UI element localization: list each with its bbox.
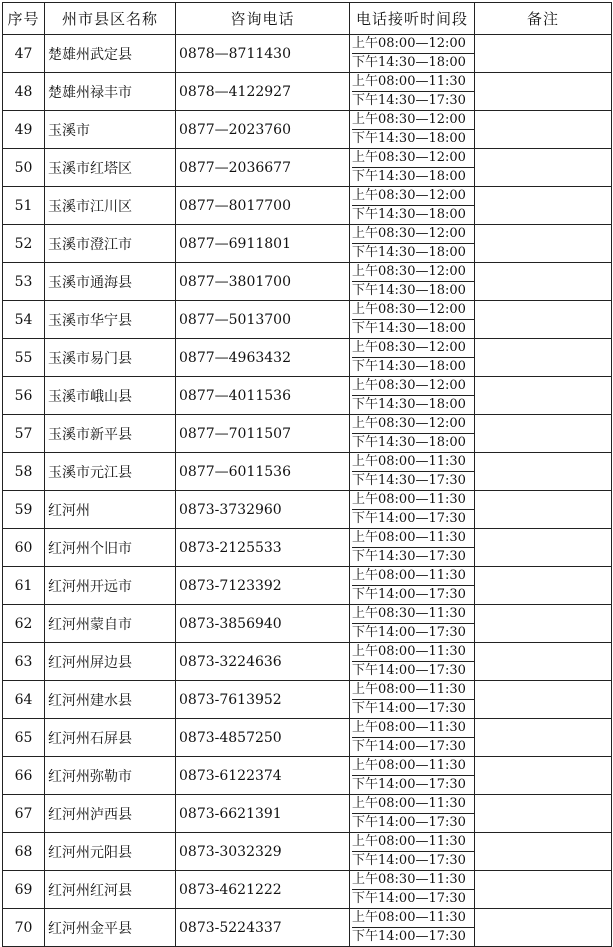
table-row (3, 719, 612, 757)
row-notes (475, 339, 612, 377)
row-index: 65 (3, 719, 45, 757)
row-hours-pm: 下午14:00—17:30 (352, 509, 474, 528)
row-notes (475, 491, 612, 529)
row-hours (350, 111, 475, 149)
table-row (3, 187, 612, 225)
row-hours-am: 上午08:30—12:00 (352, 378, 466, 393)
row-phone: 0877—2023760 (176, 111, 350, 149)
row-region: 红河州建水县 (45, 681, 176, 719)
row-hours-pm: 下午14:30—18:00 (352, 243, 474, 262)
header-hours: 电话接听时间段 (350, 3, 475, 35)
row-hours-pm: 下午14:30—17:30 (352, 547, 474, 566)
row-hours-pm: 下午14:30—18:00 (352, 129, 474, 148)
row-hours-pm: 下午14:00—17:30 (352, 623, 474, 642)
row-hours-pm: 下午14:00—17:30 (352, 889, 474, 908)
table-row (3, 757, 612, 795)
row-notes (475, 35, 612, 73)
row-phone: 0873-4621222 (176, 871, 350, 909)
row-hours-am: 上午08:00—11:30 (352, 454, 466, 469)
row-notes (475, 681, 612, 719)
row-phone: 0878—8711430 (176, 35, 350, 73)
row-hours-am: 上午08:30—12:00 (352, 264, 466, 279)
row-hours (350, 795, 475, 833)
row-region: 红河州弥勒市 (45, 757, 176, 795)
row-phone: 0873-6122374 (176, 757, 350, 795)
table-row (3, 111, 612, 149)
table-row (3, 909, 612, 947)
row-notes (475, 757, 612, 795)
row-notes (475, 187, 612, 225)
table-row (3, 35, 612, 73)
row-hours-am: 上午08:30—12:00 (352, 302, 466, 317)
row-notes (475, 225, 612, 263)
row-hours-pm: 下午14:30—17:30 (352, 91, 474, 110)
row-phone: 0873-4857250 (176, 719, 350, 757)
row-phone: 0873-5224337 (176, 909, 350, 947)
row-notes (475, 301, 612, 339)
row-notes (475, 529, 612, 567)
row-hours-am: 上午08:00—11:30 (352, 492, 466, 507)
row-notes (475, 833, 612, 871)
table-body (3, 35, 612, 947)
row-index: 54 (3, 301, 45, 339)
row-hours (350, 377, 475, 415)
row-region: 红河州开远市 (45, 567, 176, 605)
row-hours-pm: 下午14:00—17:30 (352, 775, 474, 794)
row-hours-pm: 下午14:30—18:00 (352, 205, 474, 224)
row-hours-am: 上午08:00—11:30 (352, 834, 466, 849)
row-hours-am: 上午08:00—11:30 (352, 910, 466, 925)
row-index: 67 (3, 795, 45, 833)
table-row (3, 643, 612, 681)
row-hours-pm: 下午14:30—18:00 (352, 53, 474, 72)
table-row (3, 301, 612, 339)
row-phone: 0877—6011536 (176, 453, 350, 491)
row-index: 52 (3, 225, 45, 263)
row-hours (350, 681, 475, 719)
row-hours-am: 上午08:00—11:30 (352, 530, 466, 545)
header-index: 序号 (3, 3, 45, 35)
row-hours (350, 73, 475, 111)
row-hours (350, 339, 475, 377)
row-hours-am: 上午08:30—12:00 (352, 226, 466, 241)
row-region: 玉溪市 (45, 111, 176, 149)
row-hours (350, 833, 475, 871)
row-region: 红河州个旧市 (45, 529, 176, 567)
row-region: 玉溪市江川区 (45, 187, 176, 225)
row-index: 50 (3, 149, 45, 187)
row-region: 玉溪市华宁县 (45, 301, 176, 339)
table-row (3, 415, 612, 453)
table-row (3, 605, 612, 643)
row-index: 68 (3, 833, 45, 871)
row-phone: 0877—5013700 (176, 301, 350, 339)
row-hours (350, 643, 475, 681)
row-hours-pm: 下午14:30—18:00 (352, 395, 474, 414)
row-hours (350, 567, 475, 605)
row-region: 红河州 (45, 491, 176, 529)
row-notes (475, 605, 612, 643)
row-phone: 0873-3032329 (176, 833, 350, 871)
table-row (3, 377, 612, 415)
row-index: 53 (3, 263, 45, 301)
row-phone: 0877—4963432 (176, 339, 350, 377)
row-region: 红河州元阳县 (45, 833, 176, 871)
row-region: 玉溪市易门县 (45, 339, 176, 377)
row-index: 62 (3, 605, 45, 643)
row-notes (475, 453, 612, 491)
phone-directory-table (2, 2, 612, 947)
row-index: 69 (3, 871, 45, 909)
table-row (3, 795, 612, 833)
row-region: 红河州金平县 (45, 909, 176, 947)
row-index: 55 (3, 339, 45, 377)
row-hours (350, 149, 475, 187)
row-hours-am: 上午08:00—11:30 (352, 720, 466, 735)
row-notes (475, 111, 612, 149)
row-hours (350, 757, 475, 795)
row-region: 楚雄州禄丰市 (45, 73, 176, 111)
row-region: 玉溪市澄江市 (45, 225, 176, 263)
row-hours-am: 上午08:30—11:30 (352, 606, 466, 621)
row-hours-am: 上午08:00—11:30 (352, 568, 466, 583)
row-hours-am: 上午08:30—12:00 (352, 112, 466, 127)
row-index: 58 (3, 453, 45, 491)
row-region: 玉溪市红塔区 (45, 149, 176, 187)
row-hours-am: 上午08:30—12:00 (352, 150, 466, 165)
row-phone: 0873-3856940 (176, 605, 350, 643)
row-hours-pm: 下午14:00—17:30 (352, 661, 474, 680)
row-index: 60 (3, 529, 45, 567)
row-hours-am: 上午08:30—11:30 (352, 872, 466, 887)
row-hours-pm: 下午14:00—17:30 (352, 851, 474, 870)
row-hours-pm: 下午14:00—17:30 (352, 699, 474, 718)
row-index: 64 (3, 681, 45, 719)
row-hours (350, 225, 475, 263)
row-phone: 0877—3801700 (176, 263, 350, 301)
row-phone: 0873-2125533 (176, 529, 350, 567)
row-notes (475, 415, 612, 453)
row-index: 66 (3, 757, 45, 795)
row-notes (475, 149, 612, 187)
row-index: 61 (3, 567, 45, 605)
row-region: 红河州蒙自市 (45, 605, 176, 643)
row-hours (350, 605, 475, 643)
row-hours-am: 上午08:30—12:00 (352, 416, 466, 431)
row-region: 红河州红河县 (45, 871, 176, 909)
row-hours (350, 187, 475, 225)
row-hours-pm: 下午14:00—17:30 (352, 927, 474, 946)
row-index: 47 (3, 35, 45, 73)
table-row (3, 263, 612, 301)
row-notes (475, 567, 612, 605)
table-row (3, 339, 612, 377)
table-row (3, 149, 612, 187)
row-index: 49 (3, 111, 45, 149)
row-phone: 0873-7123392 (176, 567, 350, 605)
row-hours (350, 909, 475, 947)
row-region: 玉溪市新平县 (45, 415, 176, 453)
row-notes (475, 719, 612, 757)
row-hours-pm: 下午14:30—18:00 (352, 281, 474, 300)
row-phone: 0877—6911801 (176, 225, 350, 263)
row-notes (475, 643, 612, 681)
row-index: 48 (3, 73, 45, 111)
row-hours-pm: 下午14:30—18:00 (352, 357, 474, 376)
row-notes (475, 871, 612, 909)
row-hours (350, 871, 475, 909)
row-notes (475, 377, 612, 415)
row-hours-pm: 下午14:00—17:30 (352, 813, 474, 832)
row-hours (350, 453, 475, 491)
row-hours-am: 上午08:30—12:00 (352, 188, 466, 203)
header-notes: 备注 (475, 3, 612, 35)
row-hours-am: 上午08:00—11:30 (352, 758, 466, 773)
row-hours-pm: 下午14:30—18:00 (352, 319, 474, 338)
header-phone: 咨询电话 (176, 3, 350, 35)
row-hours-am: 上午08:00—11:30 (352, 796, 466, 811)
row-hours (350, 491, 475, 529)
row-region: 红河州屏边县 (45, 643, 176, 681)
row-notes (475, 263, 612, 301)
row-hours (350, 263, 475, 301)
header-region: 州市县区名称 (45, 3, 176, 35)
table-row (3, 567, 612, 605)
row-phone: 0877—7011507 (176, 415, 350, 453)
row-region: 玉溪市元江县 (45, 453, 176, 491)
table-row (3, 453, 612, 491)
row-index: 59 (3, 491, 45, 529)
row-phone: 0873-7613952 (176, 681, 350, 719)
row-index: 51 (3, 187, 45, 225)
row-hours-am: 上午08:00—11:30 (352, 682, 466, 697)
row-hours-am: 上午08:00—11:30 (352, 74, 466, 89)
row-index: 63 (3, 643, 45, 681)
row-index: 57 (3, 415, 45, 453)
row-index: 56 (3, 377, 45, 415)
table-header-row (3, 3, 612, 35)
row-phone: 0873-6621391 (176, 795, 350, 833)
row-notes (475, 795, 612, 833)
table-row (3, 681, 612, 719)
row-hours-pm: 下午14:30—18:00 (352, 167, 474, 186)
row-hours-am: 上午08:00—12:00 (352, 36, 466, 51)
row-region: 红河州石屏县 (45, 719, 176, 757)
row-phone: 0873-3224636 (176, 643, 350, 681)
row-hours (350, 301, 475, 339)
row-hours (350, 529, 475, 567)
row-phone: 0878—4122927 (176, 73, 350, 111)
row-index: 70 (3, 909, 45, 947)
row-hours-am: 上午08:30—12:00 (352, 340, 466, 355)
row-region: 玉溪市峨山县 (45, 377, 176, 415)
table-row (3, 225, 612, 263)
row-hours-pm: 下午14:30—18:00 (352, 433, 474, 452)
row-phone: 0877—4011536 (176, 377, 350, 415)
table-row (3, 491, 612, 529)
row-hours (350, 415, 475, 453)
row-hours (350, 35, 475, 73)
row-hours-pm: 下午14:00—17:30 (352, 585, 474, 604)
table-row (3, 73, 612, 111)
row-notes (475, 73, 612, 111)
row-region: 楚雄州武定县 (45, 35, 176, 73)
table-row (3, 529, 612, 567)
row-region: 玉溪市通海县 (45, 263, 176, 301)
table-row (3, 871, 612, 909)
row-phone: 0877—8017700 (176, 187, 350, 225)
row-notes (475, 909, 612, 947)
row-hours-pm: 下午14:00—17:30 (352, 737, 474, 756)
row-hours-am: 上午08:00—11:30 (352, 644, 466, 659)
row-hours-pm: 下午14:30—17:30 (352, 471, 474, 490)
row-phone: 0877—2036677 (176, 149, 350, 187)
row-region: 红河州泸西县 (45, 795, 176, 833)
table-row (3, 833, 612, 871)
row-phone: 0873-3732960 (176, 491, 350, 529)
row-hours (350, 719, 475, 757)
